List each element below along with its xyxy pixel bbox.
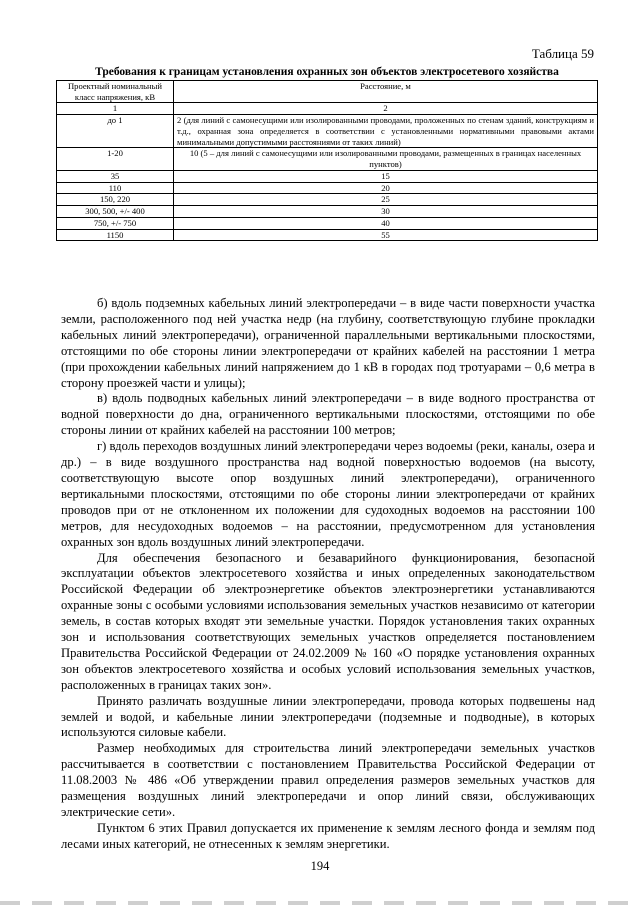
table-row: [57, 170, 598, 182]
table-number-label: Таблица 59: [531, 46, 594, 61]
voltage-cell: 1-20: [57, 148, 174, 170]
paragraph: г) вдоль переходов воздушных линий электропередачи через водоемы (реки, каналы, озера и др.) – в виде воздушного пространства над водной поверхностью водоемов (на высоту, соответствующую высоте опор воздушных линий электропередачи), ограниченного вертикальными плоскостями, отстоящими по обе стороны линии электропередачи от крайних проводов при от не отклоненном их положении для судоходных водоемов на расстоянии 100 метров, для несудоходных водоемов – на расстоянии, предусмотренном для установления охранных зон вдоль воздушных линий электропередачи.: [61, 439, 595, 549]
voltage-cell: 1150: [57, 229, 174, 241]
paragraph: Размер необходимых для строительства линий электропередачи земельных участков рассчитывается в соответствии с постановлением Правительства Российской Федерации от 11.08.2003 № 486 «Об утверждении правил определения размеров земельных участков для размещения воздушных линий электропередачи и опор линий связи, обслуживающих электрические сети».: [61, 741, 595, 819]
table-column-number-row: [57, 103, 598, 115]
table-row: [57, 206, 598, 218]
voltage-cell: 110: [57, 182, 174, 194]
distance-cell: 15: [174, 170, 598, 182]
column-number-2: 2: [174, 103, 598, 115]
distance-cell: 10 (5 – для линий с самонесущими или изолированными проводами, размещенных в границах населенных пунктов): [174, 148, 598, 170]
distance-cell: 40: [174, 217, 598, 229]
voltage-cell: 300, 500, +/- 400: [57, 206, 174, 218]
paragraph: Для обеспечения безопасного и безаварийного функционирования, безопасной эксплуатации объектов электросетевого хозяйства и иных определенных законодательством Российской Федерации об электроэнергетике объектов электроэнергетики устанавливаются охранные зоны с особыми условиями использования земельных участков независимо от категории земель, в состав которых входят эти земельные участки. Порядок установления таких охранных зон и использования соответствующих земельных участков определяется постановлением Правительства Российской Федерации от 24.02.2009 № 160 «О порядке установления охранных зон объектов электросетевого хозяйства и особых условий использования земельных участков, расположенных в границах таких зон».: [61, 550, 595, 692]
distance-cell: 55: [174, 229, 598, 241]
table-row: [57, 182, 598, 194]
table-row: [57, 229, 598, 241]
page-number: 194: [310, 859, 330, 873]
table-row: [57, 115, 598, 148]
paragraph: Принято различать воздушные линии электропередачи, провода которых подвешены над землей и водой, и кабельные линии электропередачи (подземные и подводные), в которых используются силовые кабели.: [61, 693, 595, 740]
voltage-cell: 750, +/- 750: [57, 217, 174, 229]
paragraph: в) вдоль подводных кабельных линий электропередачи – в виде водного пространства от водной поверхности до дна, ограниченного вертикальными плоскостями, отстоящими по обе стороны линии от крайних кабелей на расстоянии 100 метров;: [61, 391, 595, 438]
distance-cell: 20: [174, 182, 598, 194]
paragraph: Пунктом 6 этих Правил допускается их применение к землям лесного фонда и землям под лесами иных категорий, не отнесенных к землям энергетики.: [61, 820, 595, 851]
column-number-1: 1: [57, 103, 174, 115]
distance-cell: 30: [174, 206, 598, 218]
voltage-cell: 35: [57, 170, 174, 182]
table-header-row: [57, 81, 598, 103]
protection-zones-table: [56, 80, 598, 241]
paragraph: б) вдоль подземных кабельных линий электропередачи – в виде части поверхности участка земли, расположенного под ней участка недр (на глубину, соответствующую глубине прокладки кабельных линий электропередачи), ограниченной параллельными вертикальными плоскостями, отстоящими по обе стороны линии электропередачи от крайних кабелей на расстоянии 1 метра (при прохождении кабельных линий напряжением до 1 кВ в городах под тротуарами – 0,6 метра в сторону проезжей части и улицы);: [61, 296, 595, 390]
distance-cell: 25: [174, 194, 598, 206]
table-row: [57, 217, 598, 229]
voltage-cell: 150, 220: [57, 194, 174, 206]
header-voltage-class: Проектный номинальный класс напряжения, кВ: [57, 81, 174, 103]
scan-edge-artifact: [0, 901, 640, 905]
table-title: Требования к границам установления охранных зон объектов электросетевого хозяйства: [95, 66, 559, 78]
header-distance: Расстояние, м: [174, 81, 598, 103]
table-row: [57, 148, 598, 170]
table-row: [57, 194, 598, 206]
body-text: [61, 296, 595, 853]
distance-cell: 2 (для линий с самонесущими или изолированными проводами, проложенных по стенам зданий, конструкциям и т.д., охранная зона определяется в соответствии с установленными нормативными правовыми актами минимальными допустимыми расстояниями от таких линий): [174, 115, 598, 148]
voltage-cell: до 1: [57, 115, 174, 148]
